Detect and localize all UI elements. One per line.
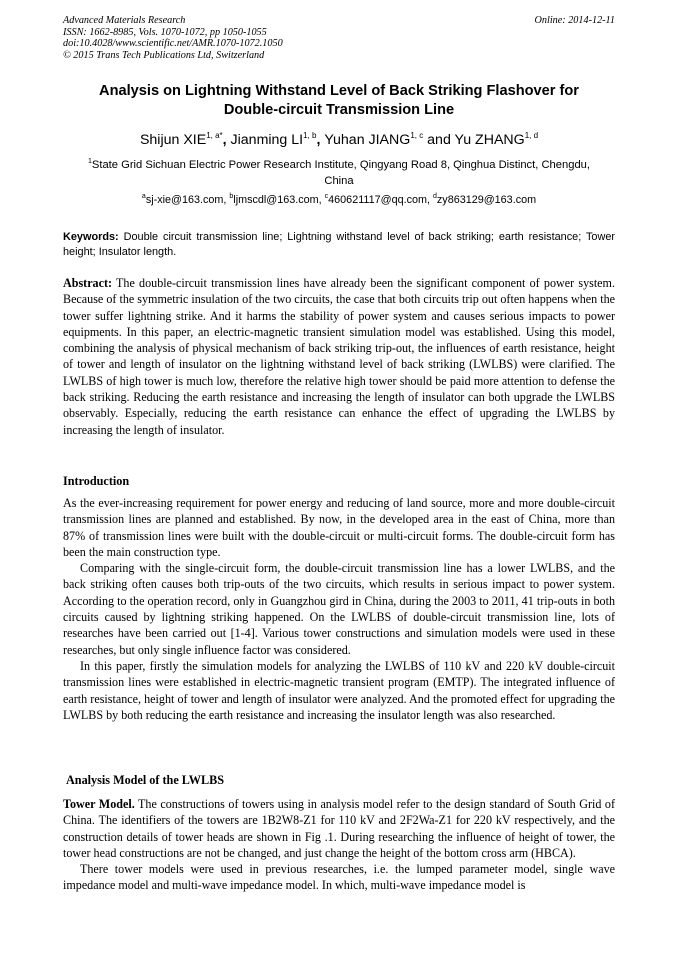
email-list: $^a$sj-xie@163.com, $^b$ljmscdl@163.com, $^c$460621117@qq.com, $^d$zy863129@163.com [141, 193, 537, 206]
model-paragraph: There tower models were used in previous researches, i.e. the lumped parameter model, single wave impedance model and multi-wave impedance model. In which, multi-wave impedance model is [63, 862, 615, 893]
affiliation [80, 158, 598, 189]
email-address: 460621117@qq.com [328, 194, 427, 206]
tower-model-paragraph [63, 796, 615, 861]
author-name: Yu ZHANG [454, 132, 525, 148]
doi-line: doi:10.4028/www.scientific.net/AMR.1070-1072.1050 [63, 38, 283, 50]
copyright-line: © 2015 Trans Tech Publications Ltd, Switzerland [63, 49, 265, 61]
tower-model-text: The constructions of towers using in analysis model refer to the design standard of South Grid of China. The identifiers of the towers are 1B2W8-Z1 for 110 kV and 2F2Wa-Z1 for 220 kV respectively, and the construction details of tower heads are shown in Fig .1. During researching the influence of height of tower, the tower head constructions are not be changed, and just change the height of the bottom cross arm (HBCA). [63, 797, 616, 860]
author-sup: 1, d [524, 131, 539, 140]
abstract-text: The double-circuit transmission lines have already been the significant component of power system. Because of the symmetric insulation of the two circuits, the case that both circuits trip out often happens when the tower suffer lightning strike. And it harms the stability of power system and causes serious impacts to power equipments. In this paper, an electric-magnetic transient simulation model was established. Using this model, combining the analysis of physical mechanism of back striking trip-out, the influences of earth resistance, height of tower and length of insulator on the lightning withstand level of back striking (LWLBS) were clarified. The LWLBS of high tower is much low, therefore the relative high tower should be paid more attention to defense the back striking. Reducing the earth resistance and increasing the length of insulator can both upgrade the LWLBS observably. Especially, reducing the earth resistance can enhance the effect of upgrading the LWLBS by increasing the length of insulator. [63, 276, 615, 437]
journal-name: Advanced Materials Research [63, 15, 186, 26]
author-sup: 1, c [410, 131, 424, 140]
affiliation-sup: 1 [87, 158, 92, 165]
author-sup: 1, b [303, 131, 317, 140]
email-sup: a [141, 193, 146, 200]
keywords-label: Keywords: [63, 231, 119, 243]
email-sup: c [324, 193, 329, 200]
author-separator: , [316, 132, 325, 148]
author-and: and [423, 132, 455, 148]
title-line-2: Double-circuit Transmission Line [223, 101, 455, 118]
journal-header [63, 15, 615, 61]
author-list [63, 131, 615, 149]
introduction-body [63, 495, 615, 723]
author-separator: , [222, 132, 231, 148]
issn-line: ISSN: 1662-8985, Vols. 1070-1072, pp 1050-1055 [63, 26, 267, 38]
paper-title [63, 82, 615, 119]
email-address: ljmscdl@163.com [233, 194, 319, 206]
affiliation-text: State Grid Sichuan Electric Power Research Institute, Qingyang Road 8, Qinghua Distinct, Chengdu, China [91, 159, 590, 187]
author-sup: 1, a* [206, 131, 223, 140]
tower-model-label: Tower Model. [63, 797, 135, 811]
intro-paragraph: As the ever-increasing requirement for power energy and reducing of land source, more and more double-circuit transmission lines are planned and established. By now, in the developed area in the east of China, more than 87% of transmission lines were built with the double-circuit or multi-circuit forms. The double-circuit form has been the main construction type. [63, 496, 615, 559]
abstract [63, 275, 615, 438]
author-name: Shijun XIE [139, 132, 207, 148]
analysis-model-body [63, 796, 615, 894]
email-address: sj-xie@163.com [145, 194, 224, 206]
abstract-label: Abstract: [63, 276, 113, 290]
intro-paragraph: In this paper, firstly the simulation models for analyzing the LWLBS of 110 kV and 220 kV double-circuit transmission lines were established in electric-magnetic transient program (EMTP). The integrated influence of earth resistance, height of tower and length of insulator were analyzed. And the promoted effect for upgrading the LWLBS by both reducing the earth resistance and increasing the insulator length was also researched. [63, 658, 615, 722]
email-sup: d [432, 193, 437, 200]
intro-paragraph: Comparing with the single-circuit form, the double-circuit transmission line has a lower LWLBS, and the back striking often causes both trip-outs of the two circuits, which results in serious impact to power system. According to the operation record, only in Guangzhou gird in China, during the 2003 to 2011, 41 trip-outs in both circuits caused by lightning striking happened. On the LWLBS of double-circuit transmission line, lots of researches have been carried out [1-4]. Various tower constructions and simulation models were used in these researches, but only single influence factor was considered. [63, 561, 615, 657]
email-address: zy863129@163.com [436, 194, 537, 206]
keywords-text: Double circuit transmission line; Lightning withstand level of back striking; earth resistance; Tower height; Insulator length. [63, 231, 615, 258]
author-name: Jianming LI [230, 132, 304, 148]
title-line-1: Analysis on Lightning Withstand Level of Back Striking Flashover for [99, 83, 579, 99]
analysis-model-heading: Analysis Model of the LWLBS [66, 773, 225, 787]
author-name: Yuhan JIANG [324, 132, 411, 148]
online-date: Online: 2014-12-11 [534, 15, 615, 26]
email-sup: b [229, 193, 234, 200]
introduction-heading: Introduction [63, 474, 130, 488]
keywords [63, 230, 615, 259]
